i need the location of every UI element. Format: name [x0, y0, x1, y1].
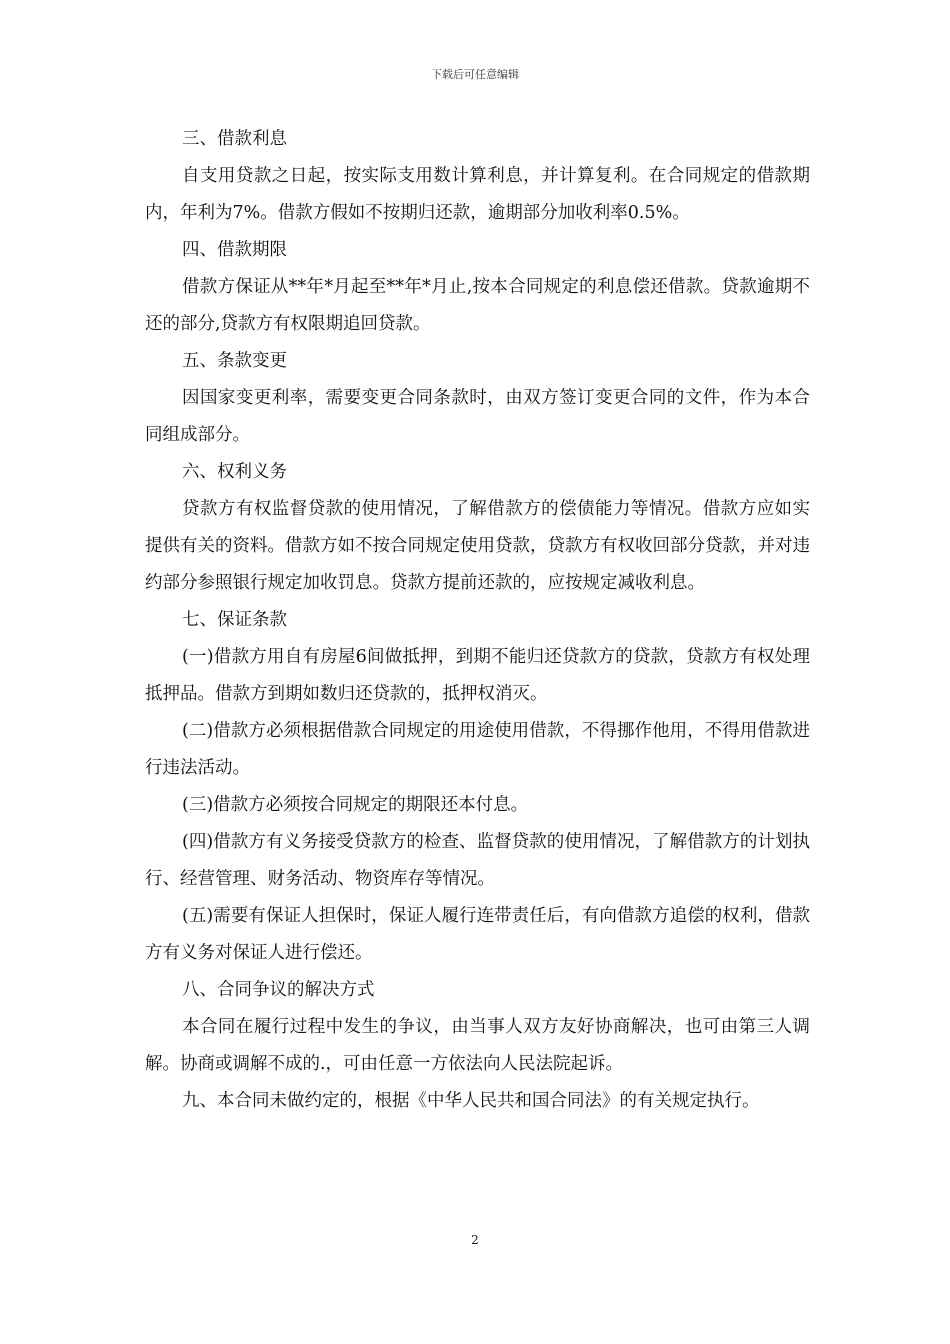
document-body: [145, 121, 810, 1120]
paragraph-guarantee-3: (三)借款方必须按合同规定的期限还本付息。: [182, 795, 529, 815]
section-heading-disputes: 八、合同争议的解决方式: [182, 980, 375, 1000]
section-heading-changes: 五、条款变更: [182, 351, 287, 371]
paragraph-disputes: 本合同在履行过程中发生的争议，由当事人双方友好协商解决，也可由第三人调解。协商或调解不成的.，可由任意一方依法向人民法院起诉。: [145, 1017, 810, 1074]
paragraph-guarantee-5: (五)需要有保证人担保时，保证人履行连带责任后，有向借款方追偿的权利，借款方有义务对保证人进行偿还。: [145, 906, 810, 963]
paragraph-interest: 自支用贷款之日起，按实际支用数计算利息，并计算复利。在合同规定的借款期内，年利为7%。借款方假如不按期归还款，逾期部分加收利率0.5%。: [145, 166, 810, 223]
section-heading-guarantee: 七、保证条款: [182, 610, 287, 630]
paragraph-guarantee-4: (四)借款方有义务接受贷款方的检查、监督贷款的使用情况，了解借款方的计划执行、经营管理、财务活动、物资库存等情况。: [145, 832, 810, 889]
paragraph-changes: 因国家变更利率，需要变更合同条款时，由双方签订变更合同的文件，作为本合同组成部分。: [145, 388, 810, 445]
paragraph-guarantee-1: (一)借款方用自有房屋6间做抵押，到期不能归还贷款方的贷款，贷款方有权处理抵押品。借款方到期如数归还贷款的，抵押权消灭。: [145, 647, 810, 704]
section-heading-term: 四、借款期限: [182, 240, 287, 260]
paragraph-guarantee-2: (二)借款方必须根据借款合同规定的用途使用借款，不得挪作他用，不得用借款进行违法活动。: [145, 721, 810, 778]
page-header-note: 下载后可任意编辑: [431, 68, 519, 81]
page-number: 2: [471, 1233, 479, 1247]
section-heading-interest: 三、借款利息: [182, 129, 287, 149]
section-heading-rights: 六、权利义务: [182, 462, 287, 482]
paragraph-clause-nine: 九、本合同未做约定的，根据《中华人民共和国合同法》的有关规定执行。: [182, 1091, 760, 1111]
paragraph-term: 借款方保证从**年*月起至**年*月止,按本合同规定的利息偿还借款。贷款逾期不还的部分,贷款方有权限期追回贷款。: [145, 277, 810, 334]
paragraph-rights: 贷款方有权监督贷款的使用情况，了解借款方的偿债能力等情况。借款方应如实提供有关的资料。借款方如不按合同规定使用贷款，贷款方有权收回部分贷款，并对违约部分参照银行规定加收罚息。贷款方提前还款的，应按规定减收利息。: [145, 499, 810, 593]
